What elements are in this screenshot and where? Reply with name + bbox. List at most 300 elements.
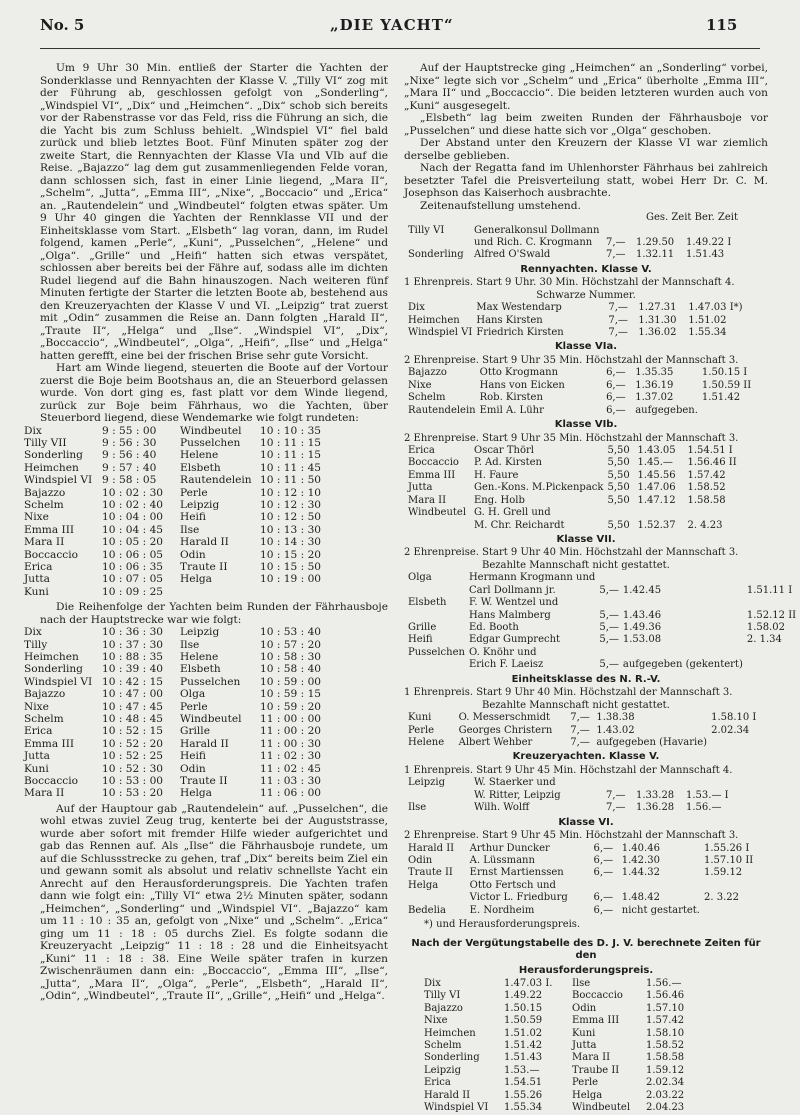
table-cell: 10 : 02 : 40 [102,498,164,511]
table-row [404,802,754,814]
table-cell: 10 : 11 : 45 [260,461,322,474]
table-cell [747,572,800,584]
table-cell: Traute II [180,560,228,573]
table-row [404,302,756,314]
section-note: 2 Ehrenpreise. Start 9 Uhr 45 Min. Höchstzahl der Mannschaft 3. [404,830,739,842]
table-cell: 1.45.56 [637,469,676,481]
section-note: 1 Ehrenpreis. Start 9 Uhr 40 Min. Höchstzahl der Mannschaft 3. [404,687,733,699]
table-cell: 1.58.10 [646,1027,685,1039]
results-klasse-vib [404,445,755,532]
table-cell: 10 : 47 : 45 [102,700,164,713]
table-row [404,597,800,609]
table-row [24,787,334,799]
table-cell: Jutta [408,482,433,494]
table-cell: 10 : 12 : 10 [260,486,322,499]
table-cell: 10 : 13 : 30 [260,523,322,536]
table-row [404,470,755,482]
table-cell: 1.36.28 [636,802,675,814]
section-note: 1 Ehrenpreis. Start 9 Uhr 45 Min. Höchstzahl der Mannschaft 4. [404,764,733,776]
paragraph: Auf der Hauptour gab „Rautendelein“ auf. „Pusselchen“, die wohl etwas zuviel Zeug trug, kenterte bei der Auguststrasse, wurde aber sofort mit fremder Hilfe wieder aufgerichtet und gab das Rennen auf. Als „Ilse“ die Fährhausboje rundete, um auf die Schlussstrecke zu gehen, traf „Dix“ bereits beim Ziel ein und gewann somit als absolut und relativ schnellste Yacht ein Anrecht auf den Herausforderungspreis. Die Yachten trafen dann wie folgt ein: „Tilly VI“ etwa 2½ Minuten später, sodann „Heimchen“, „Sonderling“ und „Windspiel VI“. „Bajazzo“ kam um 11 : 10 : 35 an, gefolgt von „Nixe“ und „Schelm“. „Erica“ ging um 11 : 18 : 05 durchs Ziel. Es folgte sodann die Kreuzeryacht „Leipzig“ 11 : 18 : 28 und die Einheitsyacht „Kuni“ 11 : 18 : 38. Eine Weile später trafen in kurzen Zwischenräumen dann ein: „Boccaccio“, „Emma III“, „Ilse“, „Jutta“, „Mara II“, „Olga“, „Perle“, „Elsbeth“, „Harald II“, „Odin“, „Windbeutel“, „Traute II“, „Grille“, „Heifi“ und „Helga“. [40,802,388,1003]
table-cell: Georges Christern [458,724,553,736]
table-cell: Schelm [24,713,64,726]
table-row [404,237,754,249]
table-cell: Erica [24,560,53,573]
table-cell: 10 : 11 : 15 [260,436,322,449]
table-row [24,713,334,725]
table-row [24,536,334,548]
table-cell: Emma III [24,737,75,750]
table-cell: 1.58.58 [687,494,726,506]
table-cell: Nixe [24,700,49,713]
table-cell: 1.56.46 II [687,457,737,469]
table-cell: Ilse [408,802,427,814]
table-cell: O. Messerschmidt [458,712,550,724]
table-cell: 10 : 47 : 00 [102,688,164,701]
table-cell: 1.49.36 [622,622,662,634]
table-cell: 1.51.43 [686,249,725,261]
paragraph: Zeitenaufstellung umstehend. [420,199,581,212]
results-einheitsklasse [404,712,768,749]
table-cell: 10 : 52 : 20 [102,737,164,750]
table-row [24,701,334,713]
table-cell: 10 : 07 : 05 [102,573,164,586]
table-cell: 2. 1.34 [746,634,782,646]
table-cell: 10 : 04 : 00 [102,511,164,524]
table-cell: Harald II [424,1089,471,1101]
table-row [24,462,334,474]
table-cell: 1.40.46 [621,842,660,854]
table-cell: 1.35.35 [635,367,674,379]
table-cell: Windbeutel [180,424,242,437]
table-row [424,1090,710,1102]
table-cell: Mara II [572,1052,611,1064]
table-cell [686,777,754,789]
table-cell: 1.50.15 [504,1002,543,1014]
table-cell: Edgar Gumprecht [468,634,561,646]
table-cell: Pusselchen [180,436,241,449]
table-cell: 1.56.— [646,978,682,990]
table-cell: Heifi [180,511,206,524]
table-cell: 11 : 00 : 00 [260,713,322,726]
table-cell: 10 : 59 : 20 [260,700,322,713]
table-row [404,892,768,904]
table-cell: Harald II [408,842,455,854]
table-cell: Jutta [572,1040,597,1052]
table-row [404,647,800,659]
table-cell: 10 : 02 : 30 [102,486,164,499]
table-cell [408,520,474,532]
table-cell: Helga [572,1089,603,1101]
table-cell: 10 : 37 : 30 [102,638,164,651]
table-cell: Hans Malmberg [468,609,551,621]
table-cell: Dix [424,978,441,990]
table-cell: 1.55.26 [504,1089,543,1101]
table-cell: 10 : 58 : 40 [260,663,322,676]
table-cell: Ilse [572,978,591,990]
table-cell: 1.57.10 II [704,855,754,866]
table-cell: Ilse [180,638,200,651]
table-cell [711,737,768,749]
table-cell: Perle [572,1077,599,1089]
table-cell: Heimchen [24,461,79,474]
section-note: 2 Ehrenpreise. Start 9 Uhr 40 Min. Höchstzahl der Mannschaft 3. [404,547,739,559]
section-note: Schwarze Nummer. [536,289,636,301]
table-cell: Windspiel VI [24,474,93,487]
section-note: 2 Ehrenpreise. Start 9 Uhr 35 Min. Höchstzahl der Mannschaft 3. [404,354,739,366]
table-row [404,610,800,622]
table-cell: 1.51.02 [504,1027,543,1039]
table-row [404,225,754,237]
table-cell: 11 : 03 : 30 [260,775,322,788]
table-cell: 1.47.03 I*) [688,302,743,314]
table-cell: 10 : 05 : 20 [102,536,164,549]
table-row [404,712,768,724]
table-cell: Odin [408,855,433,866]
table-cell [702,405,768,417]
table-cell [747,597,800,609]
table-cell: 11 : 00 : 20 [260,725,322,738]
table-cell: 1.36.19 [635,379,674,391]
table-row [24,586,334,598]
table-cell: 7,— [608,327,628,339]
table-cell: Windbeutel [408,507,467,519]
table-cell: Boccaccio [24,775,78,788]
table-cell: Helga [180,787,212,800]
left-column [24,62,388,1003]
table-cell: aufgegeben (Havarie) [596,736,708,748]
table-cell: 10 : 09 : 25 [102,585,164,598]
table-cell: 1.51.43 [504,1052,543,1064]
table-cell: 1.29.50 [636,236,675,248]
table-cell: Harald II [180,536,229,549]
table-cell: 2. 3.22 [704,892,739,904]
table-cell: Sonderling [408,249,464,261]
table-cell: 10 : 53 : 00 [102,775,164,788]
table-cell: Olga [180,688,206,701]
results-kreuzer-vi [404,843,768,917]
table-cell: 6,— [606,367,626,379]
table-cell: 5,— [599,584,619,596]
table-cell: Boccaccio [572,990,623,1002]
table-cell: Rob. Kirsten [479,392,543,404]
table-cell: Dix [24,626,42,639]
table-cell: 2.02.34 [711,724,750,736]
table-cell: Grille [408,622,437,634]
table-cell: Erica [408,445,435,457]
table-cell: 5,50 [607,519,630,531]
table-cell: Arthur Duncker [469,842,550,854]
table-cell: Schelm [424,1040,462,1052]
table-cell: 1.37.02 [635,392,674,404]
section-heading: Klasse VII. [556,533,616,545]
table-cell: 1.59.12 [704,867,743,879]
table-cell: Ed. Booth [468,622,519,634]
table-cell: Oscar Thörl [474,445,534,457]
table-cell: aufgegeben. [635,404,698,416]
table-cell: 1.47.06 [637,482,676,494]
table-cell: 10 : 88 : 35 [102,651,164,663]
table-cell [599,647,623,659]
table-row [24,449,334,461]
table-row [404,249,754,261]
table-cell: 10 : 53 : 20 [102,787,164,800]
table-cell: 9 : 58 : 05 [102,474,157,487]
table-cell: 1.56.46 [646,990,685,1002]
table-cell [607,507,637,519]
table-cell: 1.43.05 [637,445,676,457]
table-cell: Mara II [24,536,65,549]
table-cell: 1.43.02 [596,724,635,736]
table-cell: 11 : 02 : 30 [260,750,322,763]
table-row [404,507,755,519]
table-cell: 1.32.11 [636,249,675,261]
table-cell: aufgegeben (gekentert) [622,659,743,671]
table-cell: Sonderling [24,449,83,462]
table-cell: 10 : 52 : 25 [102,750,164,763]
table-row [24,549,334,561]
table-cell: Tilly VI [408,224,445,236]
table-cell: Elsbeth [180,461,221,474]
table-cell [408,237,474,249]
paragraph: Hart am Winde liegend, steuerten die Boote auf der Vortour zuerst die Boje beim Bootshaus an, die an Steuerbord gelassen wurde. Von dort ging es, fast platt vor dem Winde liegend, zurück zur Boje beim Fährhaus, wo die Yachten, über Steuerbord liegend, diese Wendemarke wie folgt rundeten: [40,362,388,424]
section-heading: Klasse VI. [558,816,614,828]
table-cell [686,225,754,237]
table-row [24,750,334,762]
table-cell [704,880,768,892]
journal-title: „DIE YACHT“ [330,16,454,34]
table-cell [704,905,768,917]
table-cell: Dix [24,424,42,437]
table-cell: M. Chr. Reichardt [474,519,565,531]
table-row [24,663,334,675]
table-cell: 1.42.30 [621,855,660,866]
table-cell: 1.49.22 I [686,236,732,248]
table-cell: 10 : 48 : 45 [102,713,164,726]
table-row [404,457,755,469]
table-row [424,1065,710,1077]
table-row [404,380,768,392]
table-cell: 1.55.26 I [704,842,750,854]
table-cell: Leipzig [180,626,220,639]
table-row [404,327,756,339]
table-cell: 1.27.31 [638,302,677,314]
rounding-table-2 [24,626,334,800]
table-cell: Tilly VII [24,436,67,449]
table-cell: 1.51.02 [688,314,727,326]
table-row [404,367,768,379]
table-cell: Elsbeth [180,663,221,676]
handicap-table [424,978,710,1114]
table-cell: 6,— [606,404,626,416]
table-cell: E. Nordheim [469,904,535,916]
table-cell: 9 : 55 : 00 [102,424,157,437]
table-cell: 2.03.22 [646,1089,685,1101]
table-cell [408,659,469,671]
table-cell: 9 : 57 : 40 [102,461,157,474]
table-row [404,520,755,532]
issue-number: No. 5 [40,16,85,34]
paragraph: Die Reihenfolge der Yachten beim Runden der Fährhausboje nach der Hauptstrecke war wie folgt: [40,601,388,626]
table-cell [594,880,622,892]
column-header: Ges. Zeit Ber. Zeit [645,212,738,223]
table-cell: 5,— [599,622,619,634]
table-cell: 1.58.52 [687,482,726,494]
table-cell: 10 : 10 : 35 [260,424,322,437]
section-heading: Rennyachten. Klasse V. [520,263,652,275]
table-cell: Emil A. Lühr [479,404,544,416]
table-cell: Boccaccio [408,457,459,469]
table-cell: F. W. Wentzel und [468,597,559,609]
table-cell: 9 : 56 : 30 [102,436,157,449]
table-cell: 10 : 36 : 30 [102,626,164,639]
table-cell: 10 : 59 : 15 [260,688,322,701]
table-cell: Bajazzo [24,486,66,499]
table-row [24,626,334,638]
table-row [404,659,800,671]
table-cell: Elsbeth [408,597,447,609]
table-row [24,688,334,700]
table-cell: Traube II [572,1064,620,1076]
table-cell: 10 : 15 : 50 [260,560,322,573]
table-row [24,639,334,651]
table-row [404,482,755,494]
table-row [404,495,755,507]
table-cell: Gen.-Kons. M.Pickenpack [474,482,604,494]
table-cell: Heifi [408,634,433,646]
table-cell: Helga [408,879,439,891]
table-row [24,499,334,511]
table-cell: Eng. Holb [474,494,525,506]
table-cell: Heimchen [408,314,460,326]
section-heading: Nach der Vergütungstabelle des D. J. V. berechnete Zeiten für den [411,937,761,962]
table-row [404,585,800,597]
table-cell: Odin [180,762,206,775]
table-cell: 1.33.28 [636,789,675,801]
table-cell: 1.55.34 [688,327,727,339]
table-cell: 1.45.— [637,457,673,469]
table-cell: Odin [572,1002,597,1014]
table-cell [606,777,636,789]
table-cell: Sonderling [24,663,83,676]
table-cell: Olga [408,572,432,584]
table-cell [747,659,800,671]
table-cell [408,610,469,622]
table-cell: Pusselchen [408,646,465,658]
table-cell: 1.50.59 [504,1015,543,1027]
table-cell: 10 : 15 : 20 [260,548,322,561]
table-cell: Traute II [408,867,453,879]
table-cell [180,586,260,598]
paragraph: Auf der Hauptstrecke ging „Heimchen“ an „Sonderling“ vorbei, „Nixe“ legte sich vor „Schelm“ und „Erica“ überholte „Emma III“, „Mara II“ und „Boccaccio“. Die beiden letzteren wurden auch von „Kuni“ ausgesegelt. [404,62,768,112]
results-kreuzer-v [404,777,754,814]
table-cell: Dix [408,302,425,314]
table-cell: Friedrich Kirsten [476,327,564,339]
table-row [24,573,334,585]
table-cell: 10 : 42 : 15 [102,675,164,688]
table-row [404,315,756,327]
table-cell: 1.50.59 II [701,379,752,391]
table-row [404,572,800,584]
table-cell: 1.50.15 I [701,367,748,379]
table-cell: 10 : 19 : 00 [260,573,322,586]
table-cell: Leipzig [424,1064,462,1076]
table-cell: Windspiel VI [24,675,93,688]
table-row [24,437,334,449]
table-row [24,425,334,437]
table-cell: Ernst Martienssen [469,867,564,879]
section-heading: Klasse VIb. [554,419,618,431]
table-cell: 10 : 52 : 30 [102,762,164,775]
table-cell: Otto Krogmann [479,367,559,379]
table-cell: 5,50 [607,494,630,506]
table-cell [606,225,636,237]
paragraph: „Elsbeth“ lag beim zweiten Runden der Fährhausboje vor „Pusselchen“ und diese hatte sich vor „Olga“ geschoben. [404,112,768,137]
table-cell: Leipzig [180,498,220,511]
table-cell: Windbeutel [572,1102,631,1114]
table-cell: Albert Wehber [458,736,533,748]
table-cell: Erich F. Laeisz [468,659,544,671]
table-cell [637,507,687,519]
table-cell: 1.52.12 II [746,609,797,621]
table-cell: O. Knöhr und [468,646,537,658]
section-note: 1 Ehrenpreis. Start 9 Uhr. 30 Min. Höchstzahl der Mannschaft 4. [404,277,735,289]
table-cell: 10 : 39 : 40 [102,663,164,676]
table-cell [408,585,469,597]
section-note: 2 Ehrenpreise. Start 9 Uhr 35 Min. Höchstzahl der Mannschaft 3. [404,432,739,444]
table-cell: Max Westendarp [476,302,562,314]
table-cell: Windspiel VI [424,1102,489,1114]
paragraph: Der Abstand unter den Kreuzern der Klasse VI war ziemlich derselbe geblieben. [404,137,768,162]
table-cell: Schelm [24,498,64,511]
table-cell: 6,— [593,867,614,879]
table-cell: Wilh. Wolff [474,802,530,814]
table-row [24,511,334,523]
table-cell: Hans Kirsten [476,314,543,326]
table-cell: 7,— [606,249,626,261]
table-cell: Rautendelein [408,404,476,416]
table-cell: Grille [180,725,210,738]
section-heading: Kreuzeryachten. Klasse V. [512,751,660,763]
header-rule [40,48,760,49]
table-row [404,777,754,789]
table-cell: Emma III [24,523,75,536]
table-cell: 6,— [606,379,626,391]
table-row [404,905,768,917]
table-cell: 5,50 [607,469,630,481]
table-cell: Schelm [408,392,446,404]
table-cell: Generalkonsul Dollmann [474,224,600,236]
table-row [404,405,768,417]
page-number: 115 [706,16,738,34]
table-cell: 6,— [593,842,614,854]
table-cell: 1.55.34 [504,1102,543,1114]
table-cell: 1.38.38 [596,712,635,724]
table-cell: 10 : 59 : 00 [260,675,322,688]
table-cell [599,572,623,584]
table-row [404,867,768,879]
table-cell [622,880,704,892]
table-cell: Bajazzo [424,1002,463,1014]
results-rennyachten-v [404,302,756,339]
table-row [404,790,754,802]
table-cell: Helene [408,736,445,748]
table-cell: 1.57.42 [646,1015,685,1027]
table-cell: 10 : 12 : 50 [260,511,322,524]
table-cell: 10 : 11 : 15 [260,449,322,462]
table-row [24,676,334,688]
rounding-table-1 [24,425,334,599]
table-cell: Emma III [408,469,456,481]
